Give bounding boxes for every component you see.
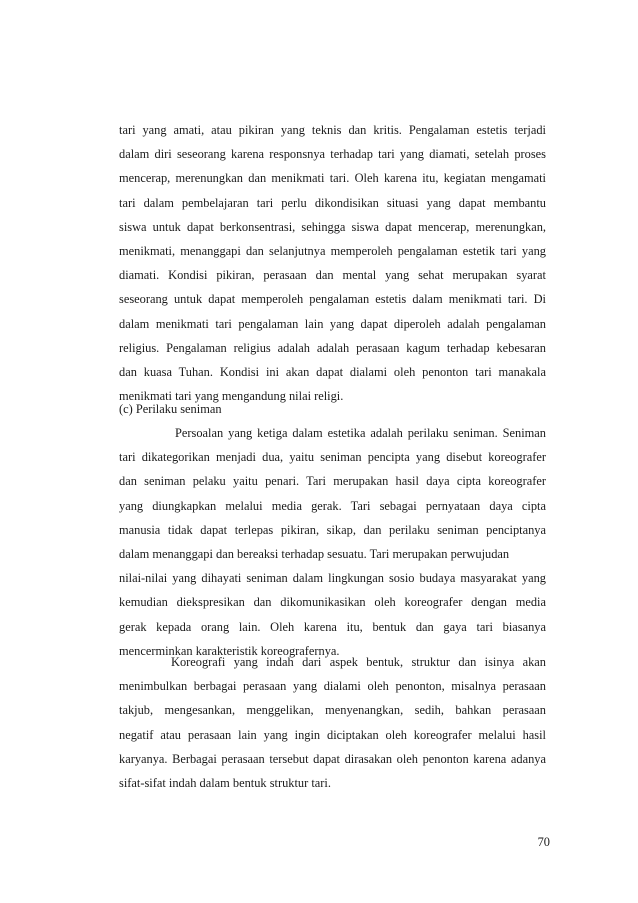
text-line: religius. Pengalaman religius adalah adalah perasaan kagum terhadap kebesaran [119,340,546,355]
page-number: 70 [537,835,550,849]
text-line: manusia tidak dapat terlepas pikiran, sikap, dan perilaku seniman penciptanya [119,522,546,537]
text-line: takjub, mengesankan, menggelikan, menyenangkan, sedih, bahkan perasaan [119,703,546,718]
text-line: menimbulkan berbagai perasaan yang dialami oleh penonton, misalnya perasaan [119,679,546,694]
text-line: karyanya. Berbagai perasaan tersebut dapat dirasakan oleh penonton karena adanya [119,751,546,766]
text-line: dan seniman pelaku yaitu penari. Tari merupakan hasil daya cipta koreografer [119,474,546,489]
paragraph-aesthetic-experience [119,118,546,408]
paragraph-choreography [119,650,546,795]
text-line: kemudian diekspresikan dan dikomunikasikan oleh koreografer dengan media [119,595,546,610]
text-line: Persoalan yang ketiga dalam estetika adalah perilaku seniman. Seniman [175,426,546,440]
text-line: nilai-nilai yang dihayati seniman dalam lingkungan sosio budaya masyarakat yang [119,571,546,586]
text-line: tari dikategorikan menjadi dua, yaitu seniman pencipta yang disebut koreografer [119,450,546,465]
text-line: dalam menikmati tari pengalaman lain yang dapat diperoleh adalah pengalaman [119,316,546,331]
text-line: gerak kepada orang lain. Oleh karena itu, bentuk dan gaya tari biasanya [119,619,546,634]
text-line: tari dalam pembelajaran tari perlu dikondisikan situasi yang dapat membantu [119,195,546,210]
section-heading-container [119,397,546,421]
text-line: menikmati, menanggapi dan selanjutnya memperoleh pengalaman estetik tari yang [119,243,546,258]
paragraph-artist-behavior [119,421,546,663]
text-line: diamati. Kondisi pikiran, perasaan dan mental yang sehat merupakan syarat [119,268,546,283]
text-line: Koreografi yang indah dari aspek bentuk, struktur dan isinya akan [171,655,546,669]
text-line: dan kuasa Tuhan. Kondisi ini akan dapat dialami oleh penonton tari manakala [119,364,546,379]
text-line: sifat-sifat indah dalam bentuk struktur tari. [119,775,331,790]
text-line: mencerminkan karakteristik koreografernya. [119,643,340,658]
text-line: menikmati tari yang mengandung nilai religi. [119,389,344,404]
text-line: dalam menanggapi dan bereaksi terhadap sesuatu. Tari merupakan perwujudan [119,546,510,561]
text-line: seseorang untuk dapat memperoleh pengalaman estetis dalam menikmati tari. Di [119,292,546,307]
text-line: tari yang amati, atau pikiran yang teknis dan kritis. Pengalaman estetis terjadi [119,123,546,137]
text-line: negatif atau perasaan lain yang ingin diciptakan oleh koreografer melalui hasil [119,727,546,742]
text-line: yang diungkapkan melalui media gerak. Tari sebagai pernyataan daya cipta [119,498,546,513]
text-line: mencerap, merenungkan dan menikmati tari. Oleh karena itu, kegiatan mengamati [119,171,546,186]
text-line: dalam diri seseorang karena responsnya terhadap tari yang diamati, setelah proses [119,147,546,162]
section-heading: (c) Perilaku seniman [119,402,222,416]
text-line: siswa untuk dapat berkonsentrasi, sehingga siswa dapat mencerap, merenungkan, [119,219,546,234]
